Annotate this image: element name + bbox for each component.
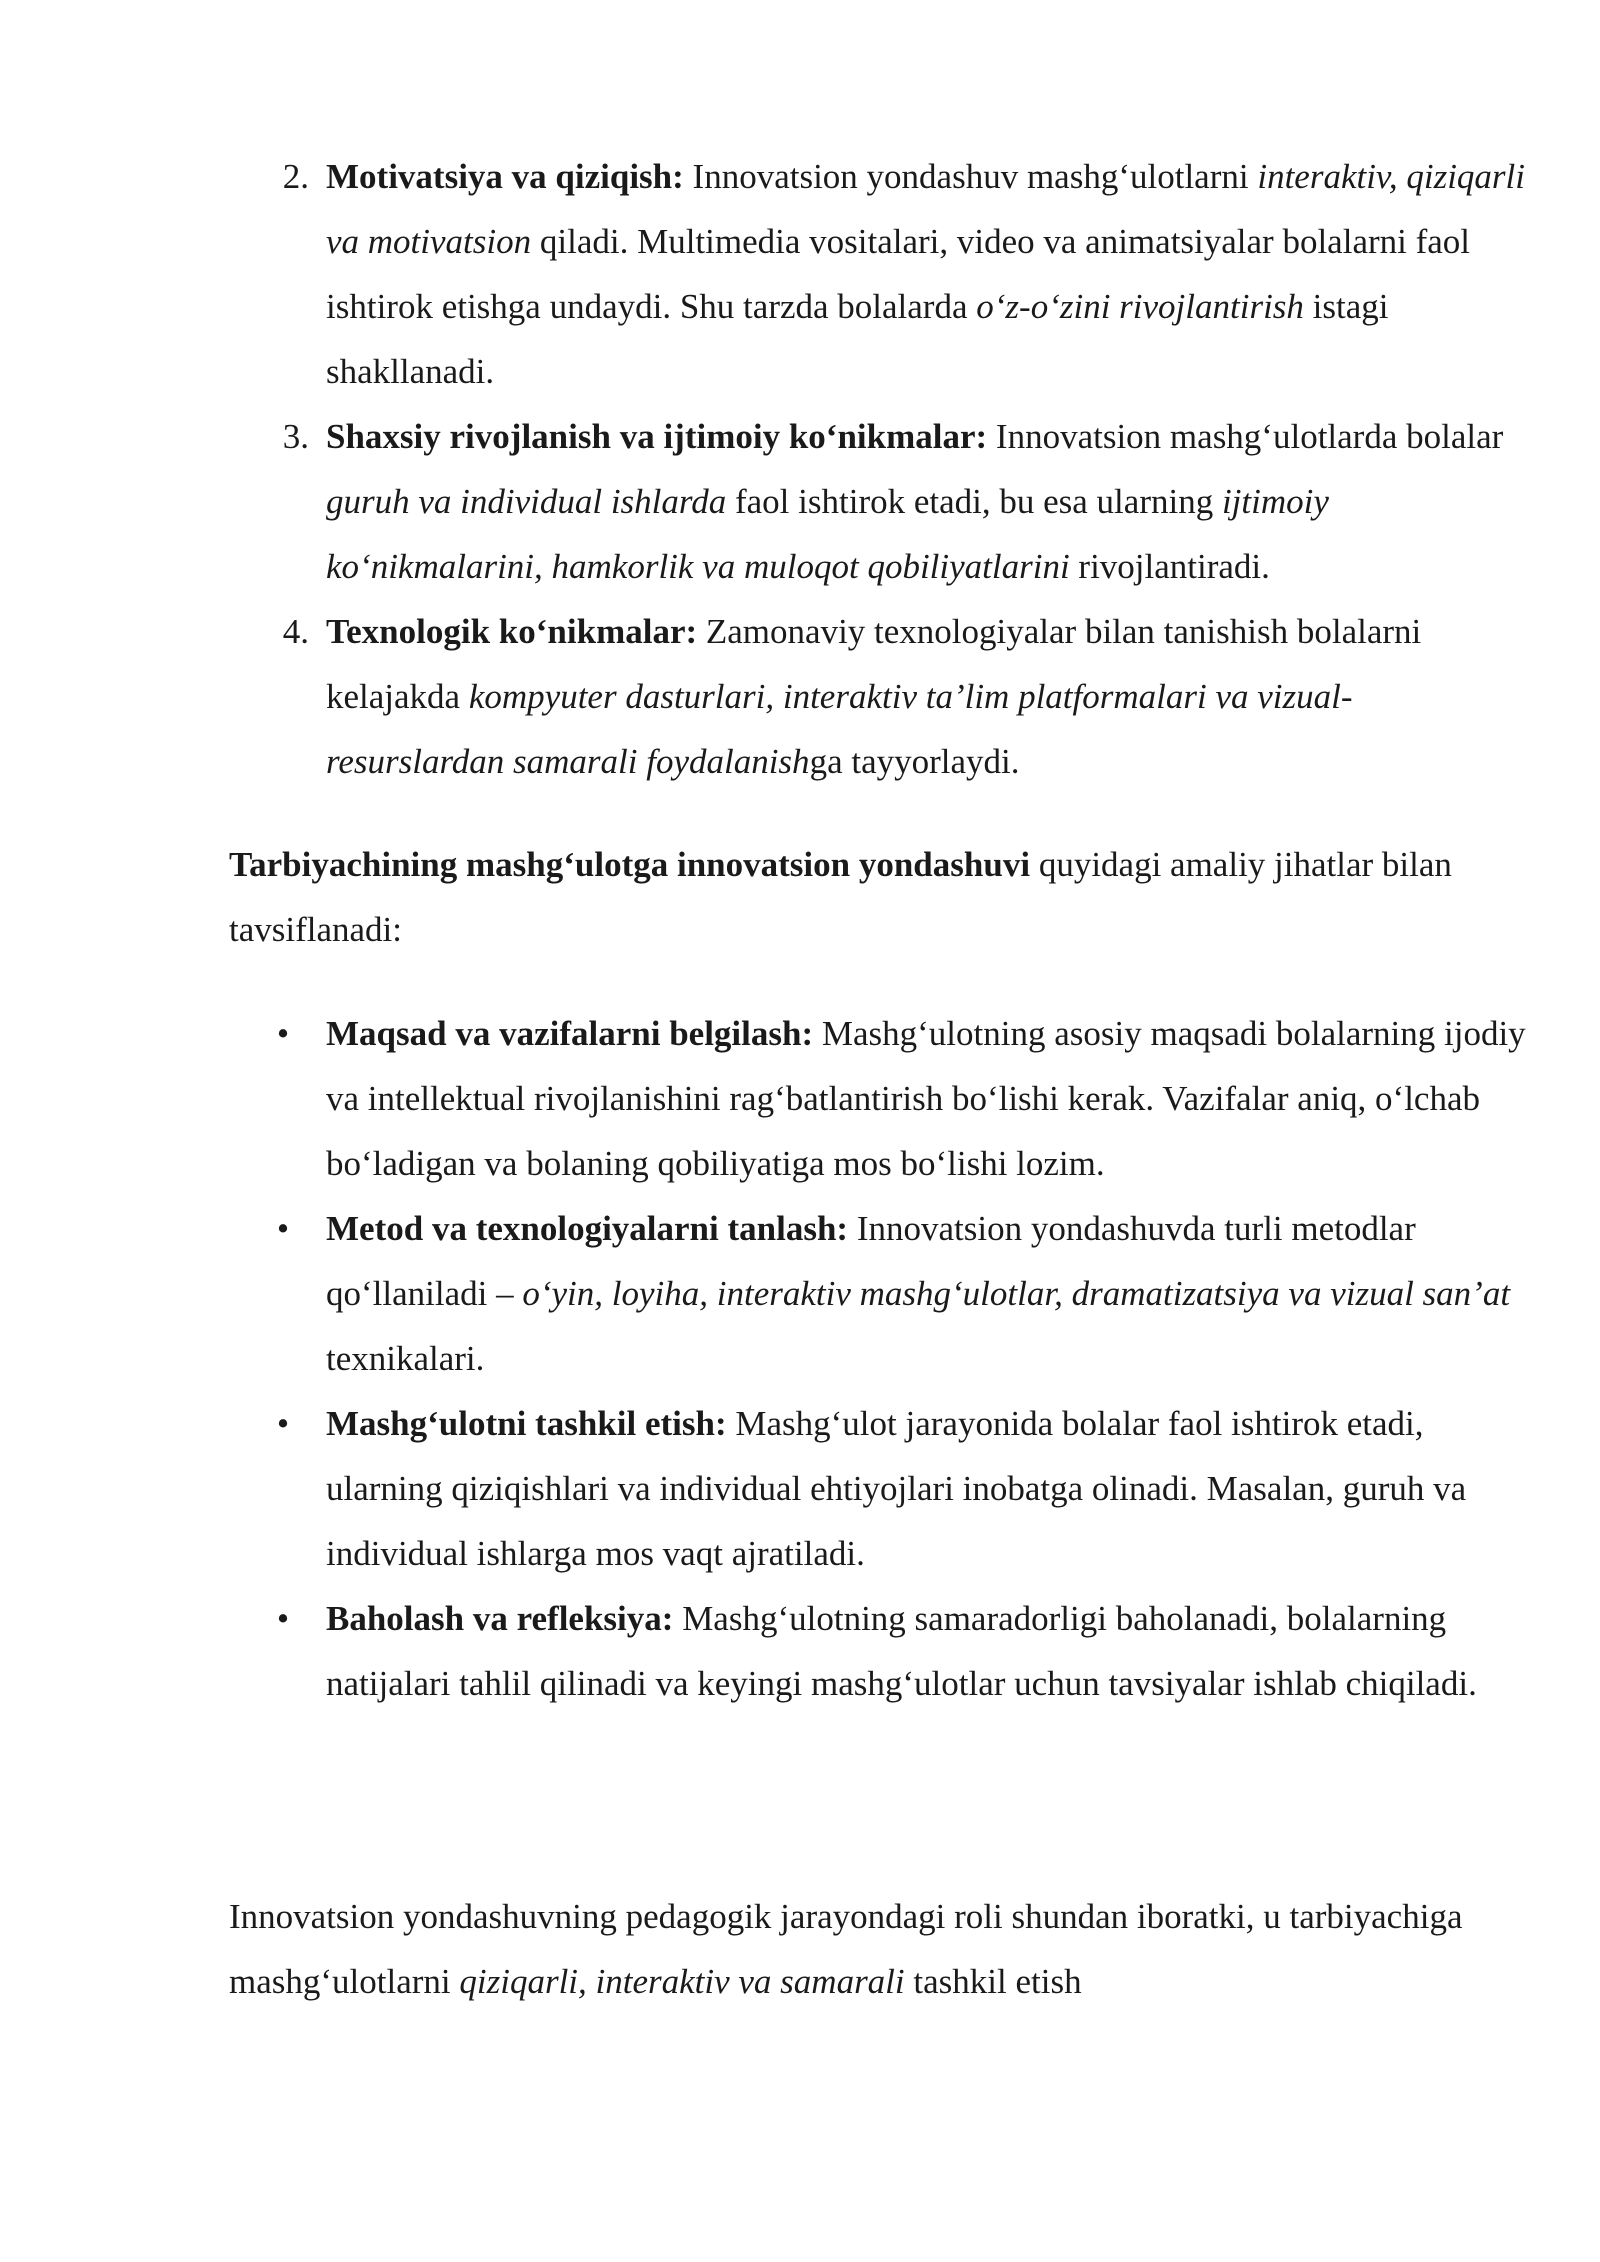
list-item <box>229 1196 1529 1391</box>
list-item-title: Texnologik ko‘nikmalar: <box>326 612 698 651</box>
body-text: texnikalari. <box>326 1339 485 1378</box>
body-text: Mashg‘ulotning asosiy maqsadi bolalarning ijodiy va intellektual rivojlanishini rag‘batlantirish bo‘lishi kerak. Vazifalar aniq, o‘lchab bo‘ladigan va bolaning qobiliyatiga mos bo‘lishi lozim. <box>326 1014 1526 1183</box>
list-item-title: Mashg‘ulotni tashkil etish: <box>326 1404 727 1443</box>
list-marker: 3. <box>282 417 309 456</box>
intro-paragraph <box>229 832 1529 962</box>
closing-paragraph <box>229 1884 1529 2014</box>
body-text: Innovatsion yondashuv mashg‘ulotlarni <box>683 157 1258 196</box>
body-text: tashkil etish <box>904 1962 1082 2001</box>
list-item <box>229 1001 1529 1196</box>
list-marker: • <box>276 1404 290 1443</box>
intro-paragraph-text: quyidagi amaliy jihatlar bilan tavsiflanadi: <box>229 845 1452 949</box>
body-text: faol ishtirok etadi, bu esa ularning <box>726 482 1222 521</box>
list-item-title: Shaxsiy rivojlanish va ijtimoiy ko‘nikmalar: <box>326 417 988 456</box>
italic-text: o‘yin, loyiha, interaktiv mashg‘ulotlar, dramatizatsiya va vizual san’at <box>522 1274 1511 1313</box>
list-marker: • <box>276 1209 290 1248</box>
italic-text: o‘z-o‘zini rivojlantirish <box>976 287 1304 326</box>
list-item-title: Motivatsiya va qiziqish: <box>326 157 684 196</box>
body-text: ga tayyorlaydi. <box>809 742 1020 781</box>
body-text: qiladi. Multimedia vositalari, video va animatsiyalar bolalarni faol ishtirok etishga undaydi. Shu tarzda bolalarda <box>326 222 1471 326</box>
list-item <box>229 144 1529 404</box>
body-text: Innovatsion yondashuvning pedagogik jarayondagi roli shundan iboratki, u tarbiyachiga mashg‘ulotlarni <box>229 1897 1463 2001</box>
body-text: Zamonaviy texnologiyalar bilan tanishish bolalarni kelajakda <box>326 612 1422 716</box>
list-marker: 4. <box>282 612 309 651</box>
list-item-title: Baholash va refleksiya: <box>326 1599 674 1638</box>
italic-text: ijtimoiy ko‘nikmalarini, hamkorlik va muloqot qobiliyatlarini <box>326 482 1329 586</box>
body-text: Innovatsion yondashuvda turli metodlar qo‘llaniladi – <box>326 1209 1416 1313</box>
list-marker: • <box>276 1599 290 1638</box>
list-item-title: Maqsad va vazifalarni belgilash: <box>326 1014 814 1053</box>
body-text: Innovatsion mashg‘ulotlarda bolalar <box>987 417 1504 456</box>
body-text: Mashg‘ulot jarayonida bolalar faol ishtirok etadi, ularning qiziqishlari va individual ehtiyojlari inobatga olinadi. Masalan, guruh va individual ishlarga mos vaqt ajratiladi. <box>326 1404 1467 1573</box>
italic-text: interaktiv, qiziqarli va motivatsion <box>326 157 1526 261</box>
body-text: Mashg‘ulotning samaradorligi baholanadi, bolalarning natijalari tahlil qilinadi va keyingi mashg‘ulotlar uchun tavsiyalar ishlab chiqiladi. <box>326 1599 1477 1703</box>
list-item <box>229 404 1529 599</box>
list-item-title: Metod va texnologiyalarni tanlash: <box>326 1209 849 1248</box>
italic-text: qiziqarli, interaktiv va samarali <box>459 1962 905 2001</box>
list-item <box>229 1391 1529 1586</box>
list-item <box>229 599 1529 794</box>
numbered-list <box>229 144 1529 794</box>
intro-paragraph-bold: Tarbiyachining mashg‘ulotga innovatsion yondashuvi <box>229 845 1031 884</box>
body-text: istagi shakllanadi. <box>326 287 1389 391</box>
list-item <box>229 1586 1529 1716</box>
italic-text: kompyuter dasturlari, interaktiv ta’lim platformalari va vizual-resurslardan samarali foydalanish <box>326 677 1353 781</box>
bullet-list <box>229 1001 1529 1716</box>
list-marker: • <box>276 1014 290 1053</box>
italic-text: guruh va individual ishlarda <box>326 482 727 521</box>
list-marker: 2. <box>282 157 309 196</box>
body-text: rivojlantiradi. <box>1069 547 1270 586</box>
